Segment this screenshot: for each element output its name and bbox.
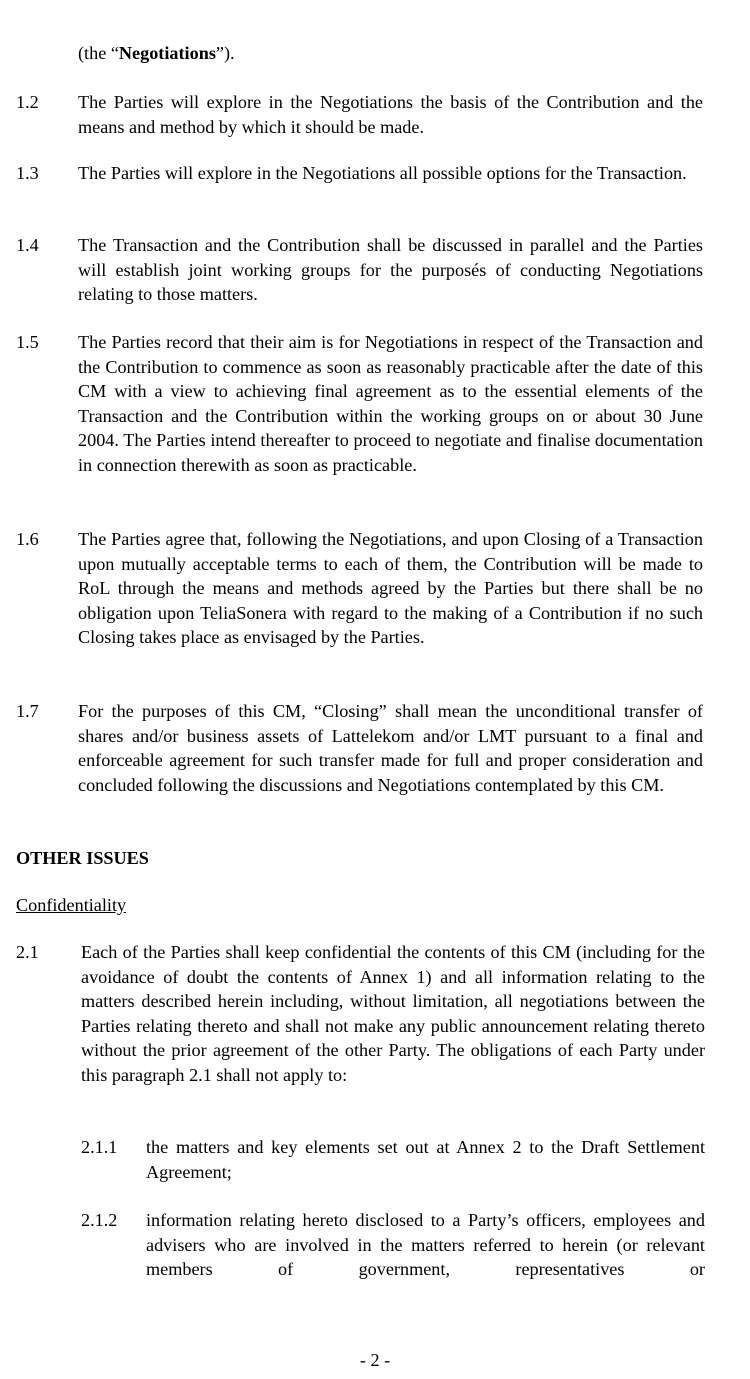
- subparagraph-text: the matters and key elements set out at Annex 2 to the Draft Settlement Agreement;: [146, 1137, 705, 1182]
- subparagraph-text: information relating hereto disclosed to a Party’s officers, employees and advisers who are involved in the matters referred to herein (or relevant members of government, representatives or: [146, 1210, 705, 1280]
- paragraph-text: The Parties will explore in the Negotiations all possible options for the Transaction.: [78, 163, 687, 183]
- paragraph-number: 1.2: [16, 92, 39, 112]
- paragraph-number: 1.4: [16, 235, 39, 255]
- section-heading: OTHER ISSUES: [16, 848, 149, 868]
- paragraph-number: 1.5: [16, 332, 39, 352]
- paragraph-text: The Parties will explore in the Negotiations the basis of the Contribution and the means and method by which it should be made.: [78, 92, 703, 137]
- subheading: Confidentiality: [16, 895, 127, 915]
- paragraph-number: 1.6: [16, 529, 39, 549]
- paragraph-text: The Parties agree that, following the Negotiations, and upon Closing of a Transaction upon mutually acceptable terms to each of them, the Contribution will be made to RoL through the means and methods agreed by the Parties but there shall be no obligation upon TeliaSonera with regard to the making of a Contribution if no such Closing takes place as envisaged by the Parties.: [78, 529, 703, 648]
- paragraph-text: The Parties record that their aim is for Negotiations in respect of the Transaction and the Contribution to commence as soon as reasonably practicable after the date of this CM with a view to achieving final agreement as to the essential elements of the Transaction and the Contribution within the working groups on or about 30 June 2004. The Parties intend thereafter to proceed to negotiate and finalise documentation in connection therewith as soon as practicable.: [78, 332, 703, 475]
- paragraph-number: 1.7: [16, 701, 39, 721]
- intro-prefix: (the “: [78, 43, 119, 63]
- page-number: - 2 -: [359, 1350, 391, 1370]
- subparagraph-number: 2.1.2: [81, 1210, 118, 1230]
- subparagraph-number: 2.1.1: [81, 1137, 118, 1157]
- paragraph-text: The Transaction and the Contribution shall be discussed in parallel and the Parties will establish joint working groups for the purposés of conducting Negotiations relating to those matters.: [78, 235, 703, 305]
- intro-suffix: ”).: [215, 43, 235, 63]
- paragraph-number: 2.1: [16, 942, 39, 962]
- paragraph-number: 1.3: [16, 163, 39, 183]
- intro-line: [78, 41, 235, 66]
- paragraph-text: For the purposes of this CM, “Closing” shall mean the unconditional transfer of shares and/or business assets of Lattelekom and/or LMT pursuant to a final and enforceable agreement for such transfer made for full and proper consideration and concluded following the discussions and Negotiations contemplated by this CM.: [78, 701, 703, 795]
- defined-term: Negotiations: [118, 43, 216, 63]
- paragraph-text: Each of the Parties shall keep confidential the contents of this CM (including for the avoidance of doubt the contents of Annex 1) and all information relating to the matters described herein including, without limitation, all negotiations between the Parties relating thereto and shall not make any public announcement relating thereto without the prior agreement of the other Party. The obligations of each Party under this paragraph 2.1 shall not apply to:: [81, 942, 705, 1085]
